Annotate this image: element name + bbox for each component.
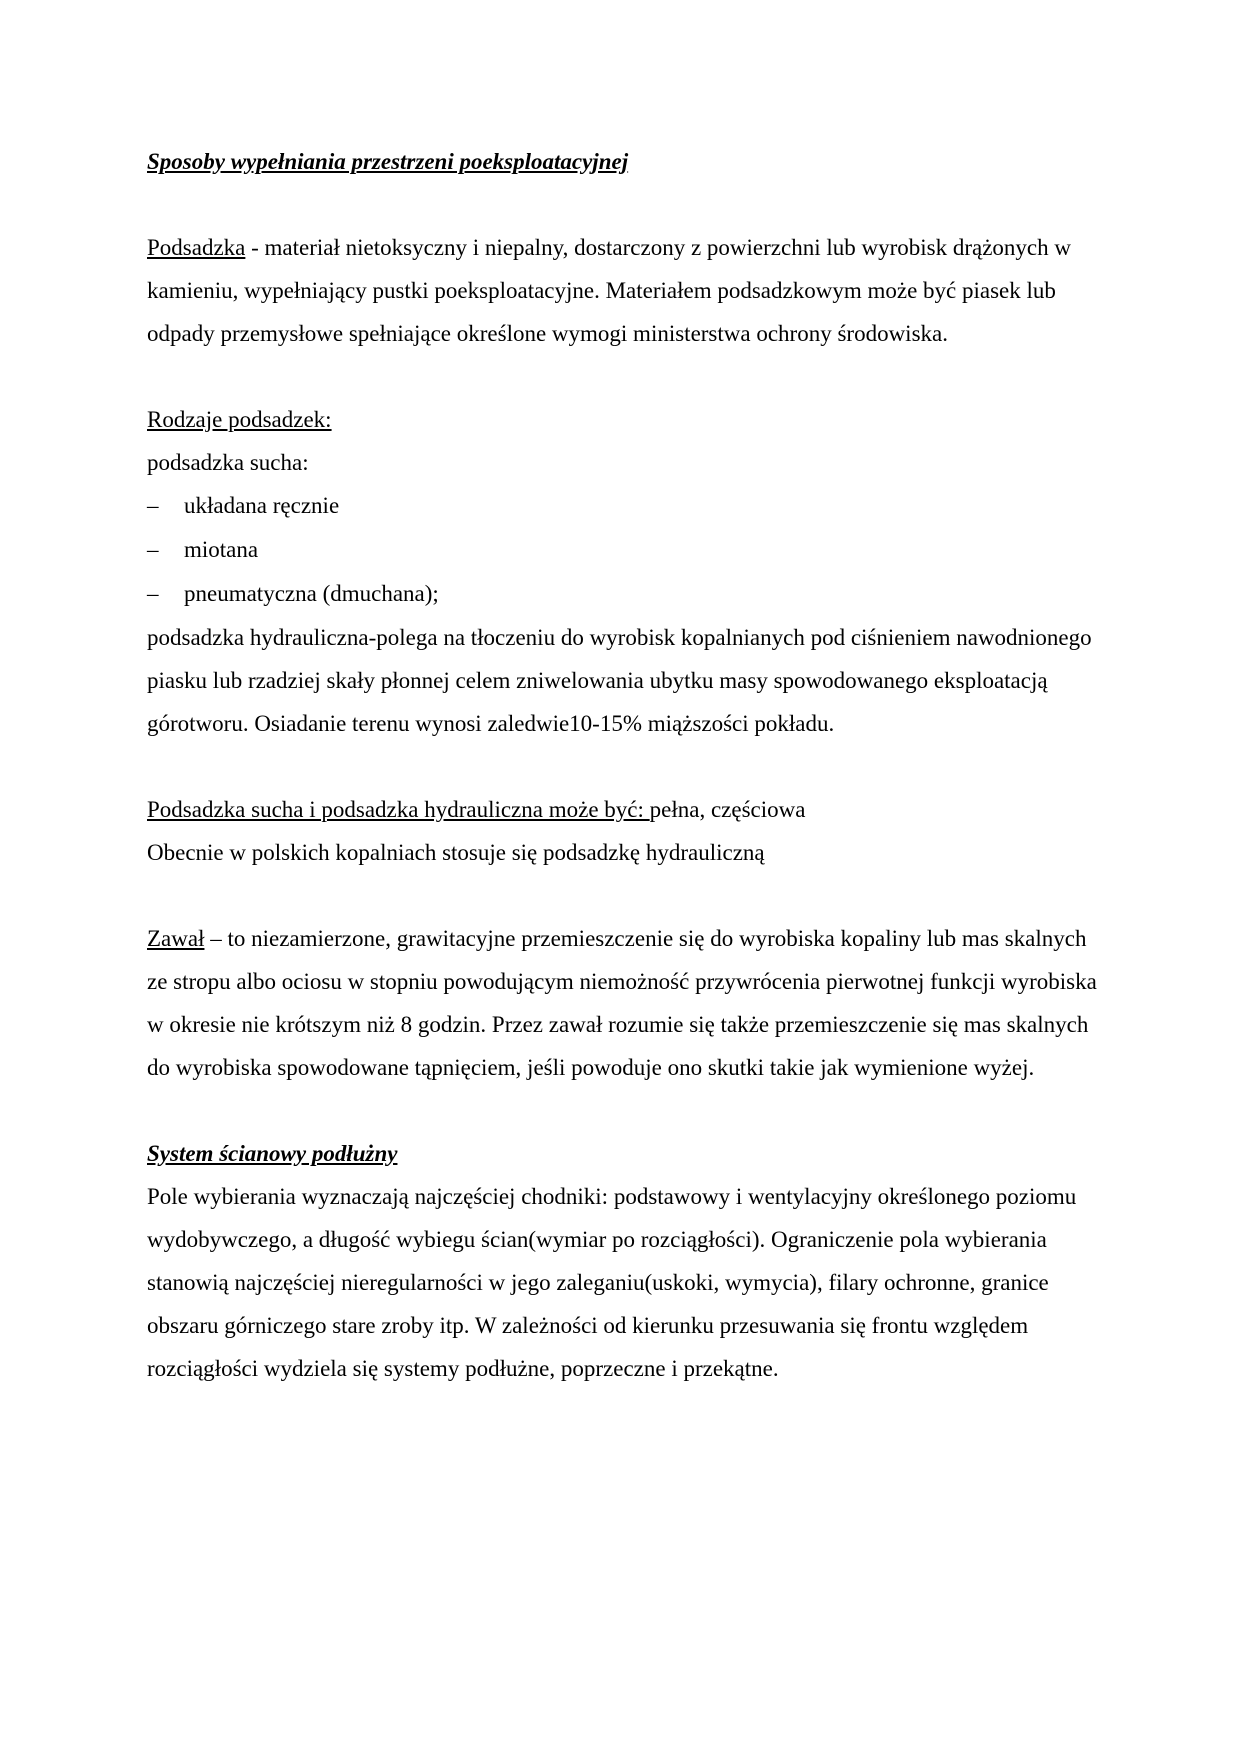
section-title-sposoby: Sposoby wypełniania przestrzeni poeksploatacyjnej — [147, 149, 629, 174]
spacer — [147, 183, 1107, 226]
dash-bullet: – — [147, 581, 159, 606]
list-item-text: pneumatyczna (dmuchana); — [184, 581, 439, 606]
podsadzka-term: Podsadzka — [147, 235, 246, 260]
list-item-text: miotana — [184, 537, 259, 562]
obecnie-line: Obecnie w polskich kopalniach stosuje się podsadzkę hydrauliczną — [147, 840, 765, 865]
sucha-label: podsadzka sucha: — [147, 450, 309, 475]
dash-bullet: – — [147, 493, 159, 518]
list-item — [147, 572, 1107, 616]
rodzaje-heading: Rodzaje podsadzek: — [147, 407, 332, 432]
list-item — [147, 484, 1107, 528]
zawal-paragraph — [147, 917, 1107, 1089]
spacer — [147, 745, 1107, 788]
podsadzka-paragraph — [147, 226, 1107, 355]
zawal-definition: – to niezamierzone, grawitacyjne przemieszczenie się do wyrobiska kopaliny lub mas skalnych ze stropu albo ociosu w stopniu powodującym niemożność przywrócenia pierwotnej funkcji wyrobiska w okresie nie krótszym niż 8 godzin. Przez zawał rozumie się także przemieszczenie się mas skalnych do wyrobiska spowodowane tąpnięciem, jeśli powoduje ono skutki takie jak wymienione wyżej. — [147, 926, 1097, 1080]
document-page — [147, 140, 1107, 1390]
hydrauliczna-paragraph: podsadzka hydrauliczna-polega na tłoczeniu do wyrobisk kopalnianych pod ciśnieniem nawodnionego piasku lub rzadziej skały płonnej celem zniwelowania ubytku masy spowodowanego eksploatacją górotworu. Osiadanie terenu wynosi zaledwie10-15% miąższości pokładu. — [147, 625, 1092, 736]
spacer — [147, 1089, 1107, 1132]
sucha-list — [147, 484, 1107, 616]
spacer — [147, 874, 1107, 917]
dash-bullet: – — [147, 537, 159, 562]
spacer — [147, 355, 1107, 398]
zawal-term: Zawał — [147, 926, 205, 951]
typy-rest: pełna, częściowa — [649, 797, 806, 822]
typy-underlined: Podsadzka sucha i podsadzka hydrauliczna może być: — [147, 797, 650, 822]
list-item — [147, 528, 1107, 572]
list-item-text: układana ręcznie — [184, 493, 340, 518]
podsadzka-definition: - materiał nietoksyczny i niepalny, dostarczony z powierzchni lub wyrobisk drążonych w kamieniu, wypełniający pustki poeksploatacyjne. Materiałem podsadzkowym może być piasek lub odpady przemysłowe spełniające określone wymogi ministerstwa ochrony środowiska. — [147, 235, 1071, 346]
system-paragraph: Pole wybierania wyznaczają najczęściej chodniki: podstawowy i wentylacyjny określonego poziomu wydobywczego, a długość wybiegu ścian(wymiar po rozciągłości). Ograniczenie pola wybierania stanowią najczęściej nieregularności w jego zaleganiu(uskoki, wymycia), filary ochronne, granice obszaru górniczego stare zroby itp. W zależności od kierunku przesuwania się frontu względem rozciągłości wydziela się systemy podłużne, poprzeczne i przekątne. — [147, 1184, 1077, 1381]
typy-line — [147, 788, 1107, 831]
section-title-system: System ścianowy podłużny — [147, 1141, 398, 1166]
